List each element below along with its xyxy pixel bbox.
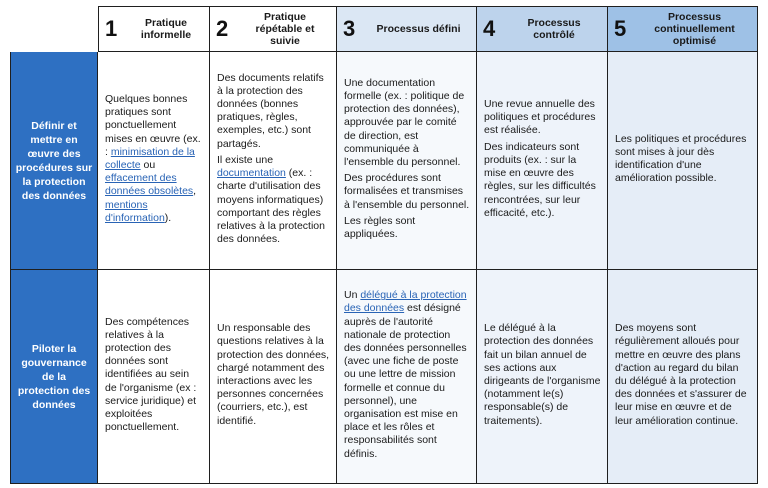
level-header-4 (477, 6, 608, 52)
maturity-table (10, 6, 758, 484)
row1-level4-cell (477, 52, 608, 270)
level-number: 2 (216, 16, 229, 41)
row-header-gouvernance: Piloter la gouvernance de la protection des données (10, 270, 98, 484)
level-number: 1 (105, 16, 118, 41)
level-header-3 (337, 6, 477, 52)
cell-text: Un (344, 289, 361, 302)
cell-paragraph: Des documents relatifs à la protection des données (bonnes pratiques, règles, exemples, etc.) sont partagés. (217, 71, 324, 150)
cell-paragraph: Le délégué à la protection des données fait un bilan annuel de ses actions aux dirigeants de l'organisme (notamment le(s) responsable(s) de traitements). (484, 322, 601, 427)
cell-paragraph (217, 154, 330, 246)
row2-level4-cell (477, 270, 608, 484)
cell-paragraph (105, 93, 203, 225)
row1-level1-cell (98, 52, 210, 270)
cell-paragraph: Une revue annuelle des politiques et procédures est réalisée. (484, 98, 596, 137)
cell-paragraph: Des compétences relatives à la protection des données sont identifiées au sein de l'organisme (ex : service juridique) et exploitées ponctuellement. (105, 315, 197, 434)
row-header-procedures: Définir et mettre en œuvre des procédures sur la protection des données (10, 52, 98, 270)
level-title: Pratique informelle (140, 17, 192, 41)
level-number: 3 (343, 16, 356, 41)
cell-text: ). (164, 211, 172, 224)
row2-level3-cell (337, 270, 477, 484)
level-number: 5 (614, 16, 627, 41)
cell-paragraph (344, 289, 470, 461)
cell-text: ou (140, 159, 156, 171)
link-documentation[interactable]: documentation (217, 167, 286, 180)
cell-text: , (193, 185, 197, 198)
level-number: 4 (483, 16, 496, 41)
cell-paragraph: Les politiques et procédures sont mises à jour dès identification d'une amélioration possible. (615, 132, 747, 185)
level-header-2 (210, 6, 337, 52)
cell-text: est désigné auprès de l'autorité nationale de protection des données personnelles (avec une fiche de poste ou une lettre de mission formelle et connue du personnel), une organisation est mise en place et les rôles et responsabilités sont définis. (344, 302, 467, 460)
cell-paragraph: Des procédures sont formalisées et transmises à l'ensemble du personnel. (344, 172, 470, 211)
table-corner (10, 6, 98, 52)
cell-text: (ex. : charte d'utilisation des moyens informatiques) comportant des règles relatives à la protection des données. (217, 167, 325, 246)
level-title: Processus continuellement optimisé (654, 11, 735, 47)
cell-paragraph: Des moyens sont régulièrement alloués pour mettre en œuvre des plans d'action au regard du bilan du délégué à la protection des données et s'assurer de leur mise en œuvre et de leur amélioration continue. (615, 322, 747, 427)
cell-paragraph: Un responsable des questions relatives à la protection des données, chargé notamment des interactions avec les personnes concernées (courriers, etc.), est identifié. (217, 322, 330, 427)
link-mentions-information[interactable]: mentions d'information (105, 198, 165, 224)
row1-level2-cell (210, 52, 337, 270)
link-minimisation-collecte[interactable]: minimisation de la collecte (105, 145, 195, 171)
cell-paragraph: Une documentation formelle (ex. : politique de protection des données), approuvée par le comité de direction, est communiquée à l'ensemble du personnel. (344, 76, 465, 168)
row2-level2-cell (210, 270, 337, 484)
link-delegue-protection[interactable]: délégué à la protection des données (344, 289, 467, 315)
row2-level1-cell (98, 270, 210, 484)
row1-level5-cell (608, 52, 758, 270)
cell-text: Quelques bonnes pratiques sont ponctuellement mises en œuvre (ex. : (105, 92, 201, 158)
cell-paragraph: Les règles sont appliquées. (344, 214, 416, 241)
cell-text: Il existe une (217, 153, 274, 166)
row2-level5-cell (608, 270, 758, 484)
link-effacement-donnees[interactable]: effacement des données obsolètes (105, 172, 194, 198)
level-title: Processus défini (376, 23, 461, 35)
level-header-5 (608, 6, 758, 52)
cell-paragraph: Des indicateurs sont produits (ex. : sur la mise en œuvre des règles, sur les difficultés rencontrées, sur leur efficacité, etc.). (484, 140, 596, 219)
row1-level3-cell (337, 52, 477, 270)
level-header-1 (98, 6, 210, 52)
level-title: Pratique répétable et suivie (255, 11, 315, 47)
level-title: Processus contrôlé (527, 17, 581, 41)
